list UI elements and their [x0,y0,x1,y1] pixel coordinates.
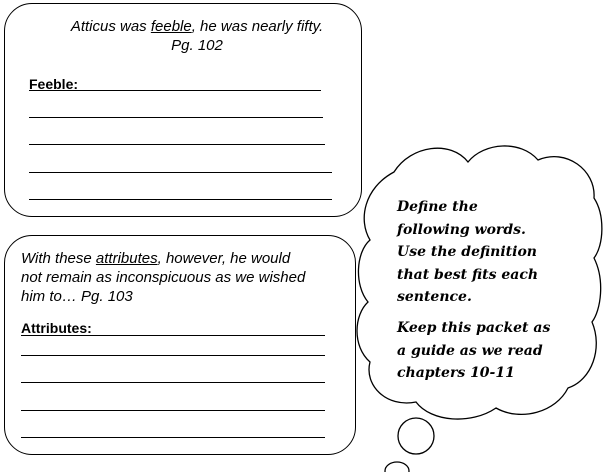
definition-label: Feeble: [29,76,79,92]
vocab-card-attributes [4,235,356,455]
definition-label: Attributes: [21,320,92,336]
sentence-text: him to… Pg. 103 [21,288,133,305]
vocab-word-underlined: attributes [95,250,158,267]
sentence-text: not remain as inconspicuous as we wished [21,269,306,286]
context-sentence [21,249,331,306]
instruction-line: Define the [397,199,478,215]
answer-line [21,437,325,438]
answer-line [29,172,332,173]
instruction-line: Use the definition [397,244,537,260]
note-line: chapters 10-11 [397,365,515,381]
answer-line [29,199,332,200]
answer-line [29,117,323,118]
sentence-text: , he was nearly fifty. [191,18,324,35]
packet-note-text [397,317,572,385]
note-line: a guide as we read [397,342,543,359]
instruction-line: that best fits each [397,266,539,283]
page-reference: Pg. 102 [171,37,223,54]
instruction-line: sentence. [397,289,472,305]
answer-line [29,144,325,145]
answer-line [21,410,325,411]
sentence-text: Atticus was [70,18,151,35]
vocab-card-feeble [4,3,362,217]
answer-line [21,355,325,356]
sentence-text: With these [21,250,96,267]
instruction-line: following words. [397,221,526,238]
answer-line [21,335,325,336]
answer-line [29,90,321,91]
note-line: Keep this packet as [397,320,551,336]
sentence-text: , however, he would [157,250,291,267]
answer-line [21,382,325,383]
vocab-word-underlined: feeble [150,18,192,35]
context-sentence [5,17,361,55]
instructions-text [397,196,562,309]
